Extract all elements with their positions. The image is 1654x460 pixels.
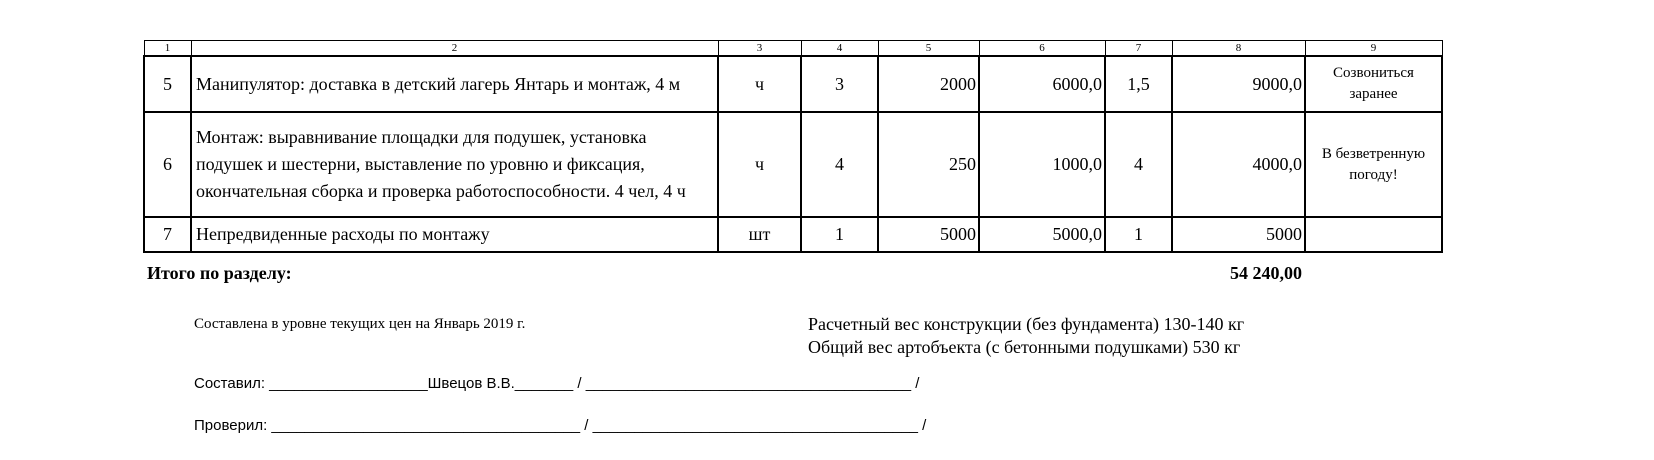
unit: ч (718, 56, 801, 112)
unit: ч (718, 112, 801, 217)
col-header-2: 2 (191, 41, 718, 57)
col-header-9: 9 (1305, 41, 1442, 57)
unit-price: 250 (878, 112, 979, 217)
table-row (144, 217, 1442, 252)
row-total: 5000 (1172, 217, 1305, 252)
row-total: 9000,0 (1172, 56, 1305, 112)
col-header-3: 3 (718, 41, 801, 57)
unit: шт (718, 217, 801, 252)
table-row (144, 112, 1442, 217)
row-total: 4000,0 (1172, 112, 1305, 217)
row-number: 5 (144, 56, 191, 112)
coefficient: 1,5 (1105, 56, 1172, 112)
col-header-5: 5 (878, 41, 979, 57)
sum: 5000,0 (979, 217, 1105, 252)
col-header-6: 6 (979, 41, 1105, 57)
unit-price: 2000 (878, 56, 979, 112)
section-total-label: Итого по разделу: (147, 263, 292, 283)
unit-price: 5000 (878, 217, 979, 252)
coefficient: 1 (1105, 217, 1172, 252)
section-total-value: 54 240,00 (1230, 263, 1302, 283)
item-name: Монтаж: выравнивание площадки для подушек, установка подушек и шестерни, выставление по уровню и фиксация, окончательная сборка и проверка работоспособности. 4 чел, 4 ч (191, 112, 718, 217)
price-level-note: Составлена в уровне текущих цен на Январь 2019 г. (194, 316, 526, 332)
col-header-4: 4 (801, 41, 878, 57)
col-header-7: 7 (1105, 41, 1172, 57)
quantity: 1 (801, 217, 878, 252)
item-name: Непредвиденные расходы по монтажу (191, 217, 718, 252)
item-name: Манипулятор: доставка в детский лагерь Янтарь и монтаж, 4 м (191, 56, 718, 112)
table-row (144, 56, 1442, 112)
sum: 6000,0 (979, 56, 1105, 112)
column-number-row (144, 41, 1442, 57)
note: В безветренную погоду! (1305, 112, 1442, 217)
checked-signature-line: Проверил: _____________________________________ / _______________________________________ / (194, 417, 927, 434)
row-number: 7 (144, 217, 191, 252)
estimate-table (143, 40, 1443, 253)
coefficient: 4 (1105, 112, 1172, 217)
note: Созвониться заранее (1305, 56, 1442, 112)
quantity: 4 (801, 112, 878, 217)
quantity: 3 (801, 56, 878, 112)
col-header-8: 8 (1172, 41, 1305, 57)
col-header-1: 1 (144, 41, 191, 57)
composed-signature-line: Составил: ___________________Швецов В.В._______ / _______________________________________ / (194, 375, 920, 392)
sum: 1000,0 (979, 112, 1105, 217)
note (1305, 217, 1442, 252)
weight-info (808, 313, 1244, 359)
total-weight: Общий вес артобъекта (с бетонными подушками) 530 кг (808, 337, 1241, 357)
design-weight: Расчетный вес конструкции (без фундамента) 130-140 кг (808, 314, 1245, 334)
row-number: 6 (144, 112, 191, 217)
